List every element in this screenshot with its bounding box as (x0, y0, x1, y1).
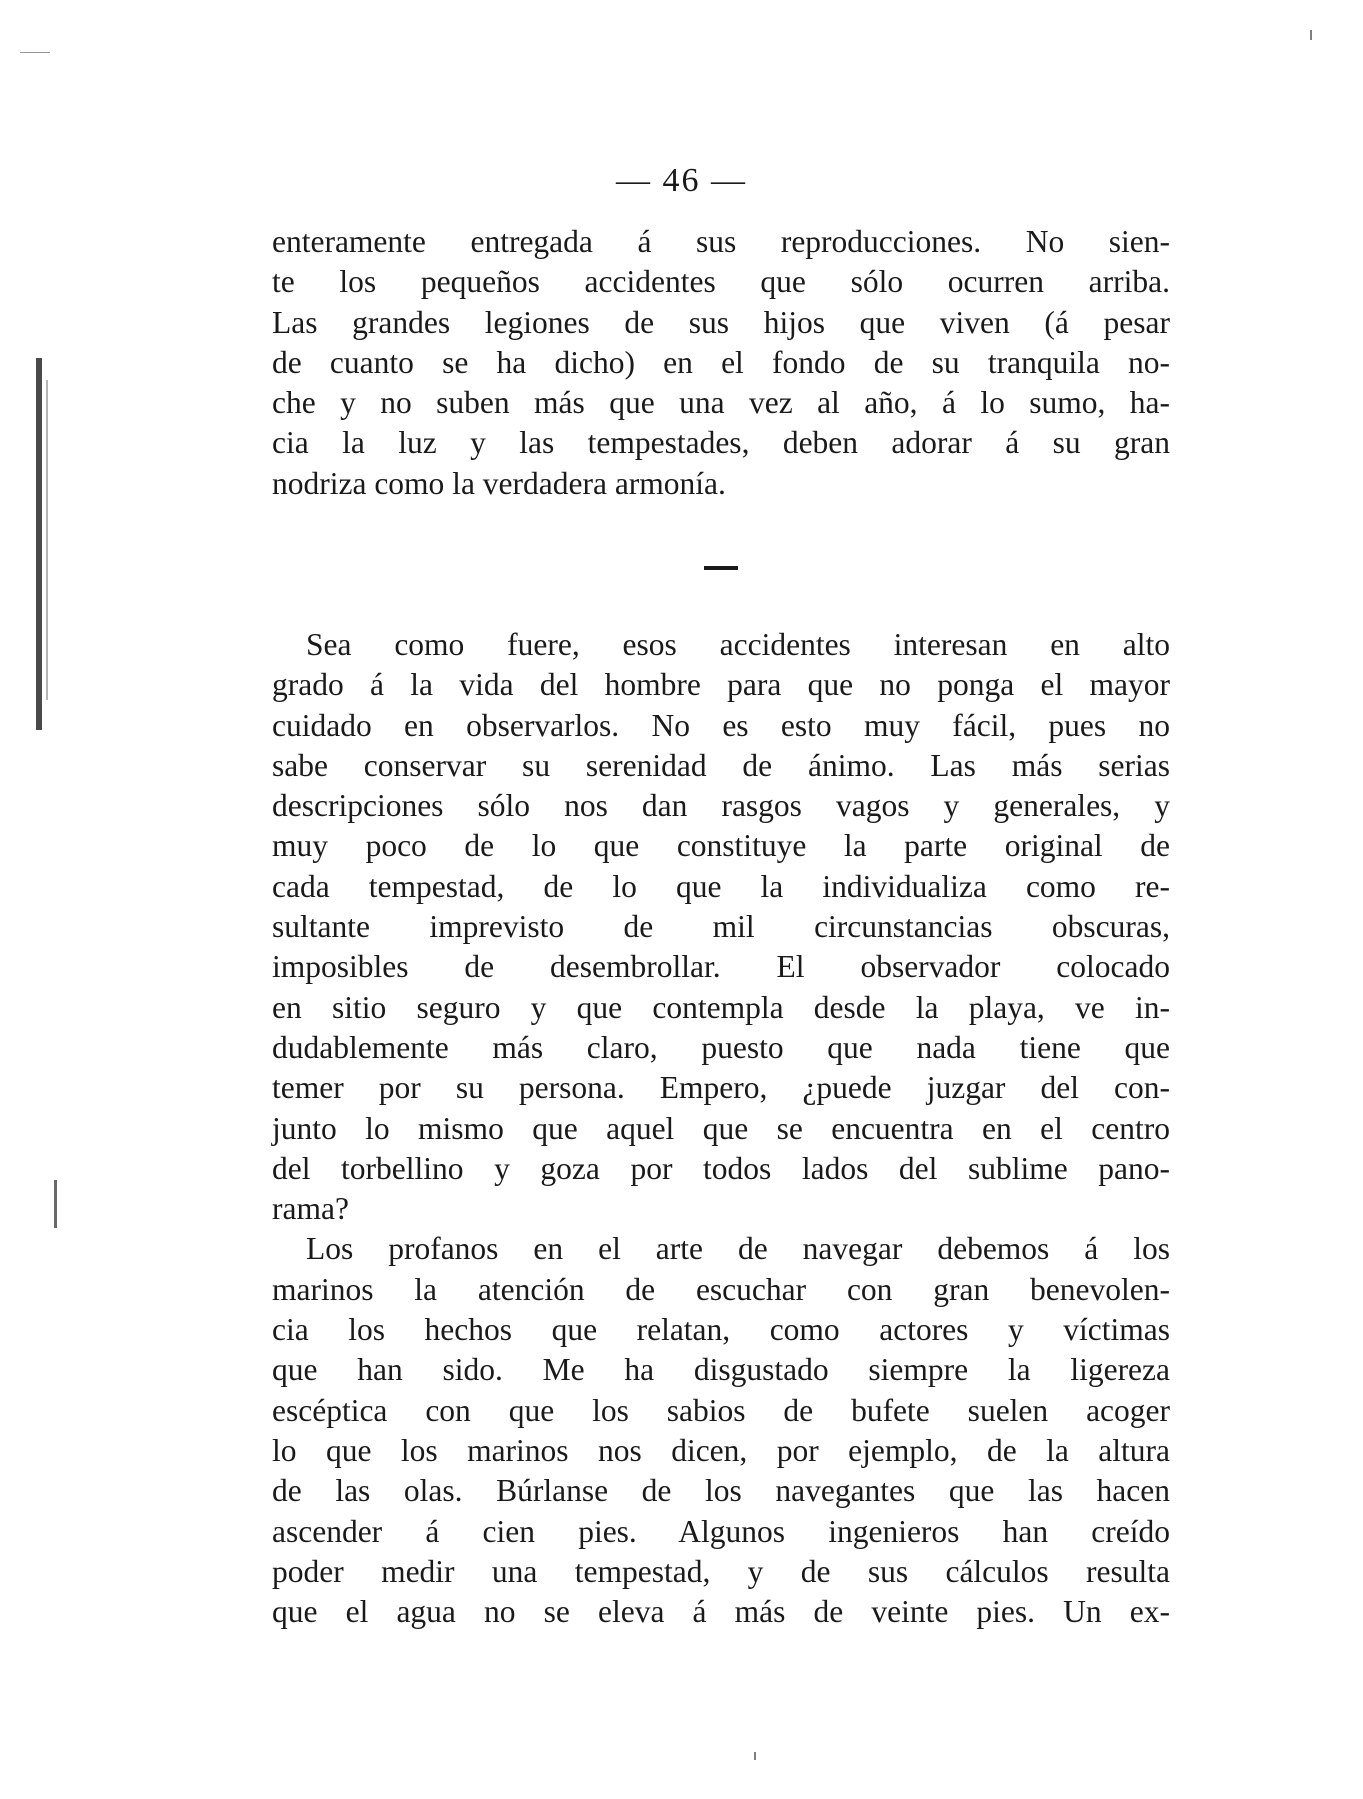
text-line: imposibles de desembrollar. El observador colocado (272, 949, 1170, 985)
paragraph-continuation (272, 222, 1170, 504)
text-line: cada tempestad, de lo que la individualiza como re- (272, 868, 1170, 904)
scan-artifact (46, 380, 48, 700)
text-line: Las grandes legiones de sus hijos que viven (á pesar (272, 304, 1170, 340)
text-line: sultante imprevisto de mil circunstancias obscuras, (272, 909, 1170, 945)
text-line: de cuanto se ha dicho) en el fondo de su tranquila no- (272, 344, 1170, 380)
text-line: cuidado en observarlos. No es esto muy fácil, pues no (272, 707, 1170, 743)
text-line: enteramente entregada á sus reproducciones. No sien- (272, 224, 1170, 259)
text-line: en sitio seguro y que contempla desde la playa, ve in- (272, 989, 1170, 1025)
text-line: ascender á cien pies. Algunos ingenieros han creído (272, 1513, 1170, 1549)
text-line: sabe conservar su serenidad de ánimo. Las más serias (272, 747, 1170, 783)
scan-artifact (1310, 30, 1312, 40)
text-line: descripciones sólo nos dan rasgos vagos y generales, y (272, 788, 1170, 824)
text-line: Los profanos en el arte de navegar debemos á los (306, 1231, 1170, 1267)
text-line: temer por su persona. Empero, ¿puede juzgar del con- (272, 1070, 1170, 1106)
text-line: Sea como fuere, esos accidentes interesan en alto (306, 627, 1170, 662)
text-line: cia la luz y las tempestades, deben adorar á su gran (272, 425, 1170, 461)
text-line: marinos la atención de escuchar con gran benevolen- (272, 1271, 1170, 1307)
text-line: grado á la vida del hombre para que no ponga el mayor (272, 667, 1170, 703)
text-line: te los pequeños accidentes que sólo ocurren arriba. (272, 264, 1170, 300)
body-text (272, 625, 1170, 1632)
scan-artifact (754, 1752, 756, 1760)
text-line: muy poco de lo que constituye la parte original de (272, 828, 1170, 864)
text-line: cia los hechos que relatan, como actores y víctimas (272, 1312, 1170, 1348)
text-line: nodriza como la verdadera armonía. (272, 465, 726, 501)
text-line: de las olas. Búrlanse de los navegantes que las hacen (272, 1473, 1170, 1509)
scan-artifact (36, 358, 42, 730)
text-line: que el agua no se eleva á más de veinte pies. Un ex- (272, 1594, 1170, 1630)
section-separator (704, 566, 738, 570)
text-line: poder medir una tempestad, y de sus cálculos resulta (272, 1553, 1170, 1589)
text-line: che y no suben más que una vez al año, á lo sumo, ha- (272, 385, 1170, 421)
text-line: junto lo mismo que aquel que se encuentra en el centro (272, 1110, 1170, 1146)
text-line: rama? (272, 1191, 349, 1227)
text-line: del torbellino y goza por todos lados del sublime pano- (272, 1150, 1170, 1186)
scan-artifact (20, 52, 50, 53)
scan-artifact (54, 1180, 57, 1228)
text-line: dudablemente más claro, puesto que nada tiene que (272, 1029, 1170, 1065)
text-line: que han sido. Me ha disgustado siempre la ligereza (272, 1352, 1170, 1388)
page-number: — 46 — (616, 162, 747, 199)
text-line: escéptica con que los sabios de bufete suelen acoger (272, 1392, 1170, 1428)
text-line: lo que los marinos nos dicen, por ejemplo, de la altura (272, 1432, 1170, 1468)
